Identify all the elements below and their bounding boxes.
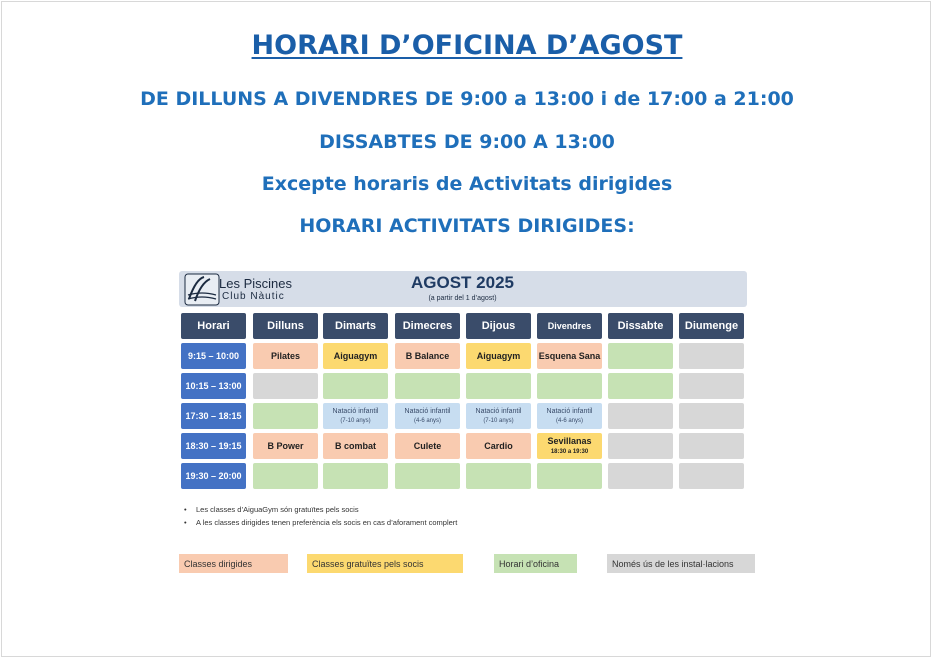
activity-detail: (7-10 anys) — [340, 417, 371, 424]
activity-detail: (4-6 anys) — [555, 417, 583, 424]
activity-name: Culete — [413, 440, 442, 451]
legend-dirigides: Classes dirigides — [179, 554, 288, 573]
activity-name: Aiguagym — [333, 350, 378, 361]
legend-instalacions: Només ús de les instal·lacions — [607, 554, 755, 573]
activity-name: Natació infantil — [332, 407, 379, 415]
activity-name: Natació infantil — [475, 407, 522, 415]
header-divendres: Divendres — [537, 313, 602, 339]
schedule-cell — [253, 343, 318, 369]
logo-name: Les Piscines — [219, 276, 292, 291]
activity-name: B Power — [267, 440, 304, 451]
schedule-cell — [679, 373, 744, 399]
header-horari: Horari — [181, 313, 246, 339]
time-slot: 19:30 – 20:00 — [181, 463, 246, 489]
activity-name: Natació infantil — [546, 407, 593, 415]
activity-name: Aiguagym — [476, 350, 521, 361]
time-slot: 17:30 – 18:15 — [181, 403, 246, 429]
schedule-title: AGOST 2025 — [411, 273, 514, 292]
schedule-cell — [679, 403, 744, 429]
activity-name: Esquena Sana — [538, 350, 601, 361]
notes-list — [184, 503, 457, 529]
activity-name: Pilates — [270, 350, 301, 361]
time-slot: 18:30 – 19:15 — [181, 433, 246, 459]
page-title: HORARI D’OFICINA D’AGOST — [251, 30, 683, 61]
schedule-cell — [608, 403, 673, 429]
schedule-cell — [537, 373, 602, 399]
schedule-cell — [323, 373, 388, 399]
schedule-cell — [679, 463, 744, 489]
activity-name: B Balance — [405, 350, 450, 361]
club-logo-icon — [184, 273, 220, 306]
note-item: • Les classes d’AiguaGym són gratuïtes pels socis — [184, 503, 457, 516]
schedule-cell — [253, 373, 318, 399]
header-dilluns: Dilluns — [253, 313, 318, 339]
schedule-cell — [395, 463, 460, 489]
schedule-cell — [608, 463, 673, 489]
note-item: • A les classes dirigides tenen preferència els socis en cas d’aforament complert — [184, 516, 457, 529]
time-slot: 10:15 – 13:00 — [181, 373, 246, 399]
header-diumenge: Diumenge — [679, 313, 744, 339]
weekday-hours: DE DILLUNS A DIVENDRES DE 9:00 a 13:00 i de 17:00 a 21:00 — [140, 88, 794, 110]
activity-name: Cardio — [484, 440, 513, 451]
schedule-cell — [466, 463, 531, 489]
header-dissabte: Dissabte — [608, 313, 673, 339]
schedule-cell — [537, 433, 602, 459]
legend-oficina: Horari d’oficina — [494, 554, 577, 573]
schedule-cell — [253, 403, 318, 429]
schedule-cell — [466, 373, 531, 399]
activity-name: Sevillanas — [547, 436, 592, 447]
header-dimarts: Dimarts — [323, 313, 388, 339]
schedule-cell — [323, 403, 388, 429]
schedule-cell — [395, 433, 460, 459]
saturday-hours: DISSABTES DE 9:00 A 13:00 — [319, 131, 615, 153]
header-dimecres: Dimecres — [395, 313, 460, 339]
header-dijous: Dijous — [466, 313, 531, 339]
schedule-cell — [323, 343, 388, 369]
schedule-cell — [253, 433, 318, 459]
exception-note: Excepte horaris de Activitats dirigides — [261, 173, 673, 195]
activities-heading: HORARI ACTIVITATS DIRIGIDES: — [299, 215, 635, 237]
schedule-cell — [323, 433, 388, 459]
time-slot: 9:15 – 10:00 — [181, 343, 246, 369]
schedule-subtitle: (a partir del 1 d’agost) — [428, 295, 497, 302]
schedule-cell — [608, 343, 673, 369]
schedule-cell — [395, 373, 460, 399]
schedule-cell — [395, 343, 460, 369]
activity-detail: 18:30 a 19:30 — [550, 448, 589, 455]
schedule-cell — [466, 403, 531, 429]
schedule-cell — [679, 343, 744, 369]
schedule-cell — [537, 343, 602, 369]
schedule-cell — [679, 433, 744, 459]
schedule-cell — [395, 403, 460, 429]
activity-name: B combat — [334, 440, 376, 451]
activity-detail: (7-10 anys) — [483, 417, 514, 424]
activity-detail: (4-6 anys) — [413, 417, 441, 424]
schedule-cell — [537, 403, 602, 429]
schedule-cell — [253, 463, 318, 489]
schedule-cell — [608, 433, 673, 459]
schedule-cell — [537, 463, 602, 489]
logo-subname: Club Nàutic — [222, 291, 285, 302]
legend-gratuites: Classes gratuïtes pels socis — [307, 554, 463, 573]
schedule-cell — [466, 343, 531, 369]
activity-name: Natació infantil — [404, 407, 451, 415]
schedule-cell — [608, 373, 673, 399]
schedule-cell — [466, 433, 531, 459]
schedule-cell — [323, 463, 388, 489]
